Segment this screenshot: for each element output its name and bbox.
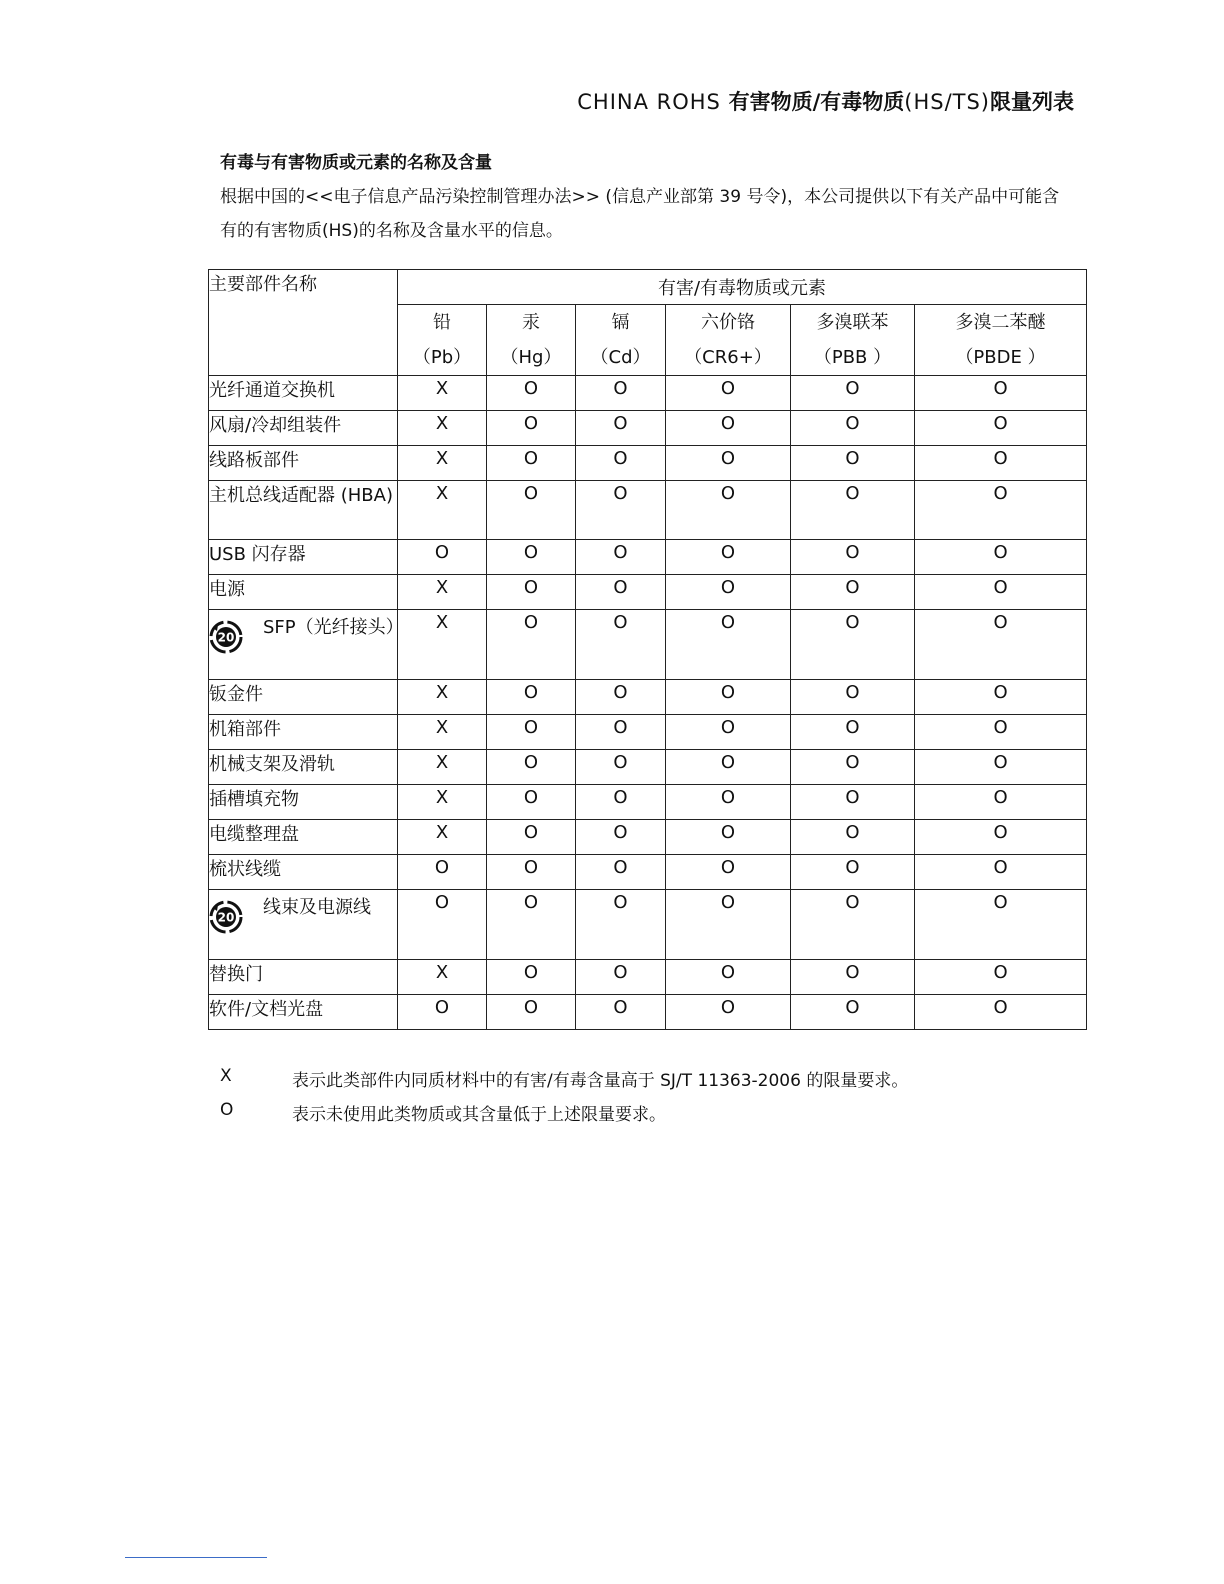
substance-value-cell: O xyxy=(666,540,791,575)
substance-value-cell: O xyxy=(487,890,576,960)
table-row xyxy=(209,376,1087,411)
part-name: 线路板部件 xyxy=(209,450,299,471)
substance-value-cell: O xyxy=(487,446,576,481)
part-name-header: 主要部件名称 xyxy=(209,270,398,376)
part-name: USB 闪存器 xyxy=(209,544,306,565)
substance-header: 六价铬 （CR6+） xyxy=(666,305,791,376)
substance-value-cell: O xyxy=(791,785,915,820)
part-name-cell xyxy=(209,820,398,855)
part-name-cell xyxy=(209,446,398,481)
substance-value-cell: O xyxy=(398,890,487,960)
title-suffix: 限量列表 xyxy=(990,90,1074,114)
substance-value-cell: O xyxy=(487,715,576,750)
part-name-cell xyxy=(209,785,398,820)
substance-value-cell: O xyxy=(576,995,666,1030)
substance-value-cell: O xyxy=(915,575,1087,610)
part-name-cell xyxy=(209,750,398,785)
substance-value-cell: O xyxy=(576,376,666,411)
substance-value-cell: O xyxy=(666,680,791,715)
table-row xyxy=(209,715,1087,750)
table-row xyxy=(209,890,1087,960)
svg-text:20: 20 xyxy=(217,630,235,645)
substance-value-cell: O xyxy=(666,446,791,481)
substance-value-cell: O xyxy=(915,750,1087,785)
substance-value-cell: X xyxy=(398,680,487,715)
intro-paragraph: 根据中国的<<电子信息产品污染控制管理办法>> (信息产业部第 39 号令)，本公司提供以下有关产品中可能含有的有害物质(HS)的名称及含量水平的信息。 xyxy=(220,187,1060,241)
table-row xyxy=(209,446,1087,481)
substance-value-cell: O xyxy=(791,995,915,1030)
substance-value-cell: O xyxy=(791,715,915,750)
substance-value-cell: O xyxy=(915,995,1087,1030)
legend-text: 表示此类部件内同质材料中的有害/有毒含量高于 SJ/T 11363-2006 的限量要求。 xyxy=(292,1071,909,1091)
substance-value-cell: O xyxy=(666,610,791,680)
eco-period-20-icon xyxy=(209,900,253,944)
table-row xyxy=(209,820,1087,855)
substance-value-cell: O xyxy=(576,750,666,785)
table-row xyxy=(209,995,1087,1030)
substance-value-cell: O xyxy=(915,610,1087,680)
substance-value-cell: O xyxy=(791,960,915,995)
substance-value-cell: O xyxy=(791,575,915,610)
substance-value-cell: O xyxy=(666,481,791,540)
substance-value-cell: O xyxy=(576,820,666,855)
substance-value-cell: O xyxy=(576,540,666,575)
substance-value-cell: O xyxy=(576,446,666,481)
legend-text: 表示未使用此类物质或其含量低于上述限量要求。 xyxy=(292,1105,666,1125)
substance-value-cell: O xyxy=(487,540,576,575)
substance-value-cell: X xyxy=(398,411,487,446)
substance-value-cell: X xyxy=(398,715,487,750)
part-name-cell xyxy=(209,540,398,575)
substance-value-cell: O xyxy=(915,680,1087,715)
substance-group-header: 有害/有毒物质或元素 xyxy=(398,270,1087,305)
substance-value-cell: O xyxy=(666,376,791,411)
title-mid: (HS/TS) xyxy=(904,90,990,114)
table-row xyxy=(209,481,1087,540)
substance-value-cell: O xyxy=(487,750,576,785)
part-name: 插槽填充物 xyxy=(209,789,299,810)
svg-text:20: 20 xyxy=(217,910,235,925)
substance-value-cell: O xyxy=(915,411,1087,446)
title-cn: 有害物质/有毒物质 xyxy=(728,90,905,114)
table-row xyxy=(209,750,1087,785)
substance-value-cell: X xyxy=(398,481,487,540)
substance-value-cell: O xyxy=(791,890,915,960)
substance-value-cell: O xyxy=(915,540,1087,575)
substance-value-cell: O xyxy=(487,481,576,540)
substance-value-cell: O xyxy=(487,855,576,890)
part-name-cell xyxy=(209,995,398,1030)
part-name-cell xyxy=(209,610,404,680)
substance-value-cell: X xyxy=(398,820,487,855)
eco-period-20-icon xyxy=(209,620,253,664)
substance-value-cell: X xyxy=(398,785,487,820)
footnote-separator xyxy=(125,1557,267,1558)
substance-value-cell: O xyxy=(915,890,1087,960)
substance-value-cell: O xyxy=(915,376,1087,411)
legend-symbol: X xyxy=(220,1066,232,1086)
substance-value-cell: O xyxy=(487,411,576,446)
table-row xyxy=(209,575,1087,610)
part-name-cell xyxy=(209,855,398,890)
part-name: 风扇/冷却组装件 xyxy=(209,415,342,436)
substance-value-cell: O xyxy=(791,750,915,785)
substance-value-cell: X xyxy=(398,960,487,995)
legend-symbol: O xyxy=(220,1100,234,1120)
substance-value-cell: O xyxy=(576,610,666,680)
part-name-cell xyxy=(209,715,398,750)
substance-value-cell: X xyxy=(398,376,487,411)
substance-value-cell: O xyxy=(791,481,915,540)
part-name-cell xyxy=(209,960,398,995)
part-name: 机械支架及滑轨 xyxy=(209,754,335,775)
part-name: 软件/文档光盘 xyxy=(209,999,324,1020)
substance-header: 多溴二苯醚 （PBDE ） xyxy=(915,305,1087,376)
substance-value-cell: O xyxy=(666,820,791,855)
substance-value-cell: O xyxy=(576,785,666,820)
substance-value-cell: O xyxy=(666,750,791,785)
substance-value-cell: O xyxy=(915,715,1087,750)
title-prefix: CHINA ROHS xyxy=(577,90,729,114)
substance-value-cell: O xyxy=(791,610,915,680)
substance-value-cell: O xyxy=(666,995,791,1030)
substance-value-cell: O xyxy=(487,680,576,715)
part-name: 电源 xyxy=(209,579,245,600)
part-name: 替换门 xyxy=(209,964,263,985)
substance-value-cell: O xyxy=(666,575,791,610)
hazardous-substance-table xyxy=(208,269,1087,1030)
table-row xyxy=(209,680,1087,715)
table-row xyxy=(209,540,1087,575)
substance-value-cell: O xyxy=(576,481,666,540)
substance-value-cell: O xyxy=(576,855,666,890)
substance-value-cell: X xyxy=(398,575,487,610)
substance-value-cell: O xyxy=(666,785,791,820)
table-row xyxy=(209,785,1087,820)
substance-value-cell: O xyxy=(915,446,1087,481)
substance-value-cell: O xyxy=(576,960,666,995)
table-row xyxy=(209,855,1087,890)
substance-value-cell: O xyxy=(915,960,1087,995)
substance-header: 镉 （Cd） xyxy=(576,305,666,376)
substance-value-cell: O xyxy=(791,411,915,446)
substance-value-cell: O xyxy=(791,680,915,715)
page-title xyxy=(577,86,1074,116)
substance-value-cell: O xyxy=(398,540,487,575)
substance-value-cell: O xyxy=(791,540,915,575)
table-row xyxy=(209,610,1087,680)
part-name-cell xyxy=(209,890,398,960)
part-name: 钣金件 xyxy=(209,684,263,705)
substance-value-cell: O xyxy=(666,890,791,960)
substance-value-cell: O xyxy=(791,855,915,890)
table-row xyxy=(209,411,1087,446)
substance-value-cell: O xyxy=(576,411,666,446)
substance-value-cell: X xyxy=(398,446,487,481)
substance-value-cell: O xyxy=(487,575,576,610)
table-row xyxy=(209,960,1087,995)
substance-value-cell: O xyxy=(487,610,576,680)
part-name: 电缆整理盘 xyxy=(209,824,299,845)
substance-value-cell: X xyxy=(398,750,487,785)
part-name: 光纤通道交换机 xyxy=(209,380,335,401)
part-name: 线束及电源线 xyxy=(263,897,371,918)
part-name-cell xyxy=(209,481,398,540)
substance-value-cell: O xyxy=(915,481,1087,540)
part-name-cell xyxy=(209,411,398,446)
substance-value-cell: O xyxy=(398,855,487,890)
substance-value-cell: O xyxy=(487,785,576,820)
substance-value-cell: O xyxy=(576,575,666,610)
substance-value-cell: O xyxy=(487,960,576,995)
substance-value-cell: O xyxy=(487,376,576,411)
substance-header: 多溴联苯 （PBB ） xyxy=(791,305,915,376)
substance-value-cell: O xyxy=(666,855,791,890)
part-name-cell xyxy=(209,575,398,610)
substance-value-cell: O xyxy=(791,820,915,855)
substance-value-cell: O xyxy=(915,785,1087,820)
substance-header: 汞 （Hg） xyxy=(487,305,576,376)
substance-value-cell: O xyxy=(791,446,915,481)
substance-value-cell: O xyxy=(791,376,915,411)
part-name: 机箱部件 xyxy=(209,719,281,740)
substance-value-cell: O xyxy=(398,995,487,1030)
substance-value-cell: X xyxy=(398,610,487,680)
substance-value-cell: O xyxy=(576,680,666,715)
substance-value-cell: O xyxy=(576,890,666,960)
substance-value-cell: O xyxy=(487,995,576,1030)
part-name: 主机总线适配器 (HBA) xyxy=(209,485,393,506)
substance-value-cell: O xyxy=(915,820,1087,855)
substance-header: 铅 （Pb） xyxy=(398,305,487,376)
part-name: SFP（光纤接头） xyxy=(263,617,404,638)
substance-value-cell: O xyxy=(666,960,791,995)
substance-value-cell: O xyxy=(666,411,791,446)
substance-value-cell: O xyxy=(576,715,666,750)
substance-value-cell: O xyxy=(666,715,791,750)
part-name-cell xyxy=(209,680,398,715)
part-name-cell xyxy=(209,376,398,411)
substance-value-cell: O xyxy=(487,820,576,855)
section-heading: 有毒与有害物质或元素的名称及含量 xyxy=(220,153,492,173)
substance-value-cell: O xyxy=(915,855,1087,890)
part-name: 梳状线缆 xyxy=(209,859,281,880)
